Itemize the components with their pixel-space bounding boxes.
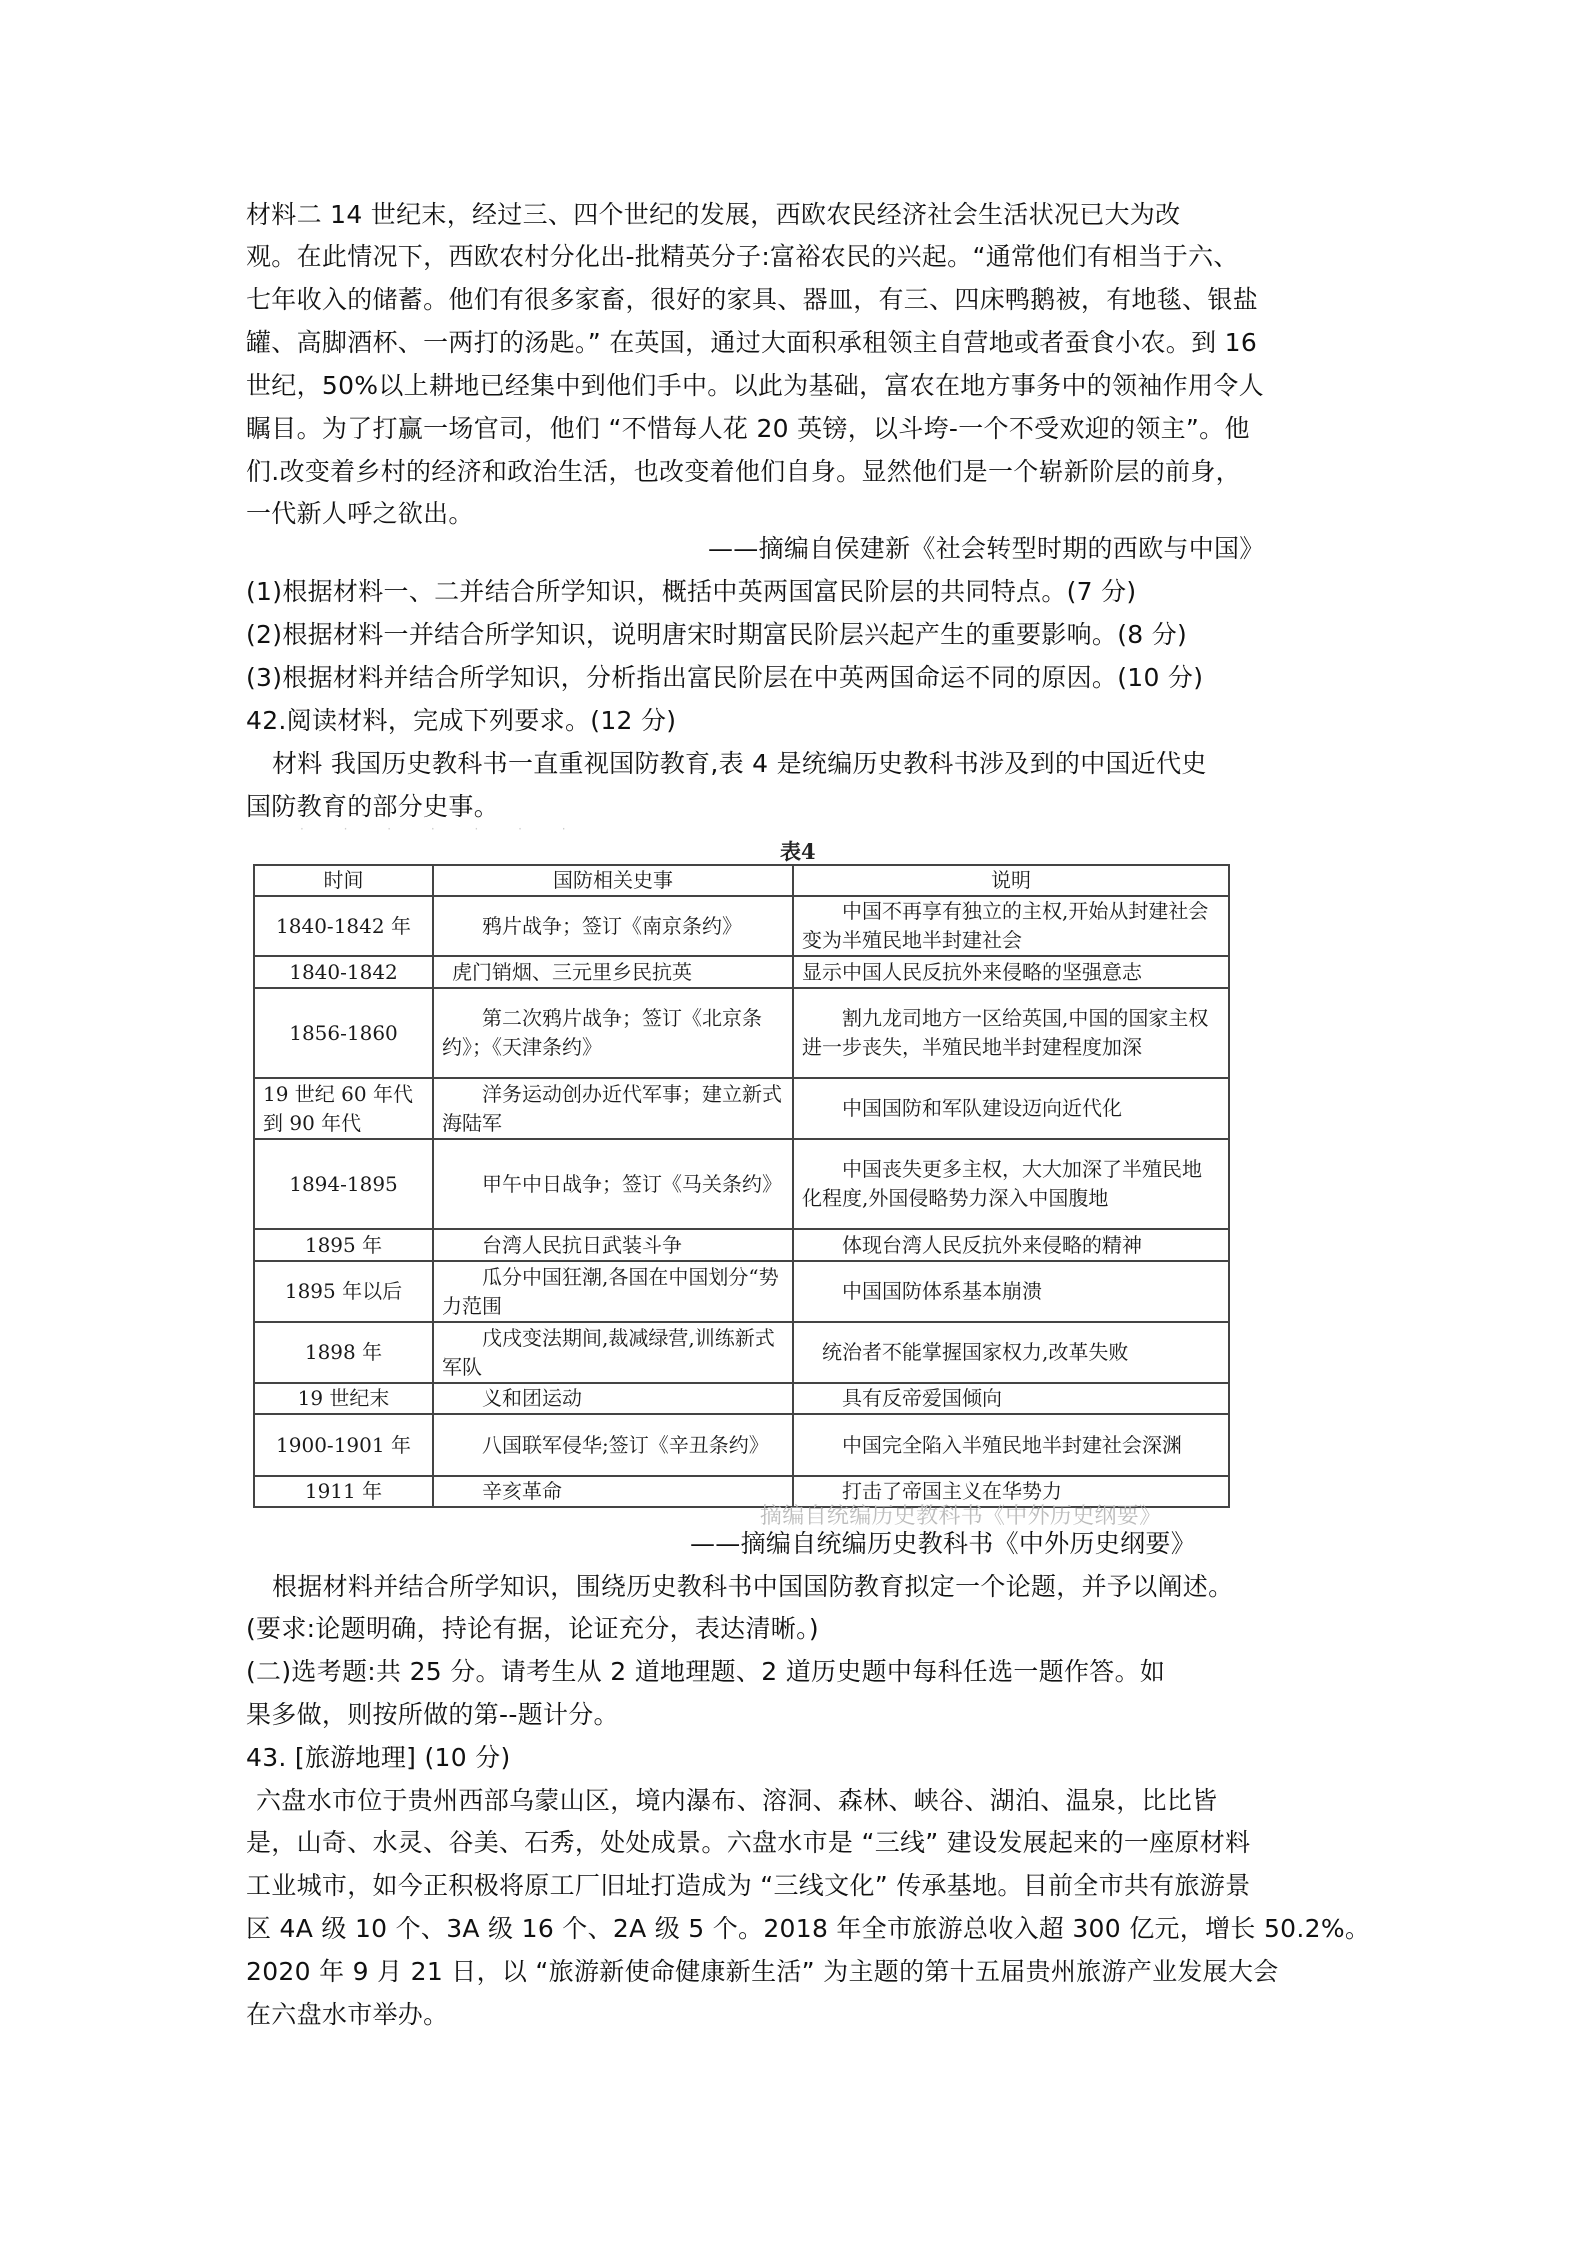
question-43-line: 是，山奇、水灵、谷美、石秀，处处成景。六盘水市是 “三线” 建设发展起来的一座原材料: [246, 1828, 1251, 1857]
section-instructions: (二)选考题:共 25 分。请考生从 2 道地理题、2 道历史题中每科任选一题作答。如: [246, 1657, 1166, 1686]
question-42-material: 国防教育的部分史事。: [246, 792, 500, 821]
material-2-line: 材料二 14 世纪末，经过三、四个世纪的发展，西欧农民经济社会生活状况已大为改: [246, 200, 1181, 229]
table-row: [254, 896, 1229, 956]
question-43-line: 工业城市，如今正积极将原工厂旧址打造成为 “三线文化” 传承基地。目前全市共有旅游景: [246, 1871, 1251, 1900]
subquestion-1: (1)根据材料一、二并结合所学知识，概括中英两国富民阶层的共同特点。(7 分): [246, 577, 1137, 606]
cell-time: 1895 年: [254, 1229, 433, 1261]
cell-time: 1911 年: [254, 1476, 433, 1507]
subquestion-2: (2)根据材料一并结合所学知识，说明唐宋时期富民阶层兴起产生的重要影响。(8 分): [246, 620, 1188, 649]
cell-event: 甲午中日战争；签订《马关条约》: [433, 1139, 793, 1229]
cell-event: 鸦片战争；签订《南京条约》: [433, 896, 793, 956]
cell-time: 1840-1842: [254, 956, 433, 988]
cell-note: 显示中国人民反抗外来侵略的坚强意志: [793, 956, 1229, 988]
cell-note: 中国完全陷入半殖民地半封建社会深渊: [793, 1414, 1229, 1476]
table-caption: 表4: [780, 839, 816, 864]
table-row: [254, 1261, 1229, 1322]
header-events: 国防相关史事: [433, 865, 793, 896]
cell-note: 中国丧失更多主权，大大加深了半殖民地化程度,外国侵略势力深入中国腹地: [793, 1139, 1229, 1229]
cell-time: 1840-1842 年: [254, 896, 433, 956]
cell-event: 台湾人民抗日武装斗争: [433, 1229, 793, 1261]
cell-note: 中国不再享有独立的主权,开始从封建社会变为半殖民地半封建社会: [793, 896, 1229, 956]
table-row: [254, 1078, 1229, 1139]
table-row: [254, 956, 1229, 988]
header-notes: 说明: [793, 865, 1229, 896]
cell-note: 统治者不能掌握国家权力,改革失败: [793, 1322, 1229, 1383]
cell-time: 1900-1901 年: [254, 1414, 433, 1476]
table-row: [254, 1383, 1229, 1414]
cell-note: 打击了帝国主义在华势力: [793, 1476, 1229, 1507]
cell-time: 1895 年以后: [254, 1261, 433, 1322]
scan-noise: · · · · · · ·: [300, 822, 584, 836]
cell-event: 瓜分中国狂潮,各国在中国划分“势力范围: [433, 1261, 793, 1322]
material-2-line: 观。在此情况下，西欧农村分化出-批精英分子:富裕农民的兴起。“通常他们有相当于六、: [246, 242, 1239, 271]
cell-event: 义和团运动: [433, 1383, 793, 1414]
cell-time: 19 世纪 60 年代到 90 年代: [254, 1078, 433, 1139]
question-43-line: 区 4A 级 10 个、3A 级 16 个、2A 级 5 个。2018 年全市旅游总收入超 300 亿元，增长 50.2%。: [246, 1914, 1371, 1943]
table-faded-source: 摘编自统编历史教科书《中外历史纲要》: [760, 1504, 1162, 1529]
question-42-requirements: (要求:论题明确，持论有据，论证充分，表达清晰。): [246, 1614, 819, 1643]
question-42-title: 42.阅读材料，完成下列要求。(12 分): [246, 706, 677, 735]
table-row: [254, 988, 1229, 1078]
history-table: [253, 864, 1230, 1508]
question-43-line: 六盘水市位于贵州西部乌蒙山区，境内瀑布、溶洞、森林、峡谷、湖泊、温泉，比比皆: [256, 1786, 1218, 1815]
cell-time: 1898 年: [254, 1322, 433, 1383]
cell-note: 中国国防体系基本崩溃: [793, 1261, 1229, 1322]
header-time: 时间: [254, 865, 433, 896]
table-row: [254, 1229, 1229, 1261]
cell-note: 割九龙司地方一区给英国,中国的国家主权进一步丧失，半殖民地半封建程度加深: [793, 988, 1229, 1078]
cell-time: 19 世纪末: [254, 1383, 433, 1414]
cell-event: 辛亥革命: [433, 1476, 793, 1507]
cell-note: 具有反帝爱国倾向: [793, 1383, 1229, 1414]
table-header-row: [254, 865, 1229, 896]
cell-time: 1856-1860: [254, 988, 433, 1078]
material-2-line: 世纪，50%以上耕地已经集中到他们手中。以此为基础，富农在地方事务中的领袖作用令人: [246, 371, 1264, 400]
material-2-line: 七年收入的储蓄。他们有很多家畜，很好的家具、器皿，有三、四床鸭鹅被，有地毯、银盐: [246, 285, 1259, 314]
question-42-task: 根据材料并结合所学知识，围绕历史教科书中国国防教育拟定一个论题，并予以阐述。: [272, 1572, 1234, 1601]
question-43-title: 43. [旅游地理] (10 分): [246, 1743, 511, 1772]
subquestion-3: (3)根据材料并结合所学知识，分析指出富民阶层在中英两国命运不同的原因。(10 分): [246, 663, 1204, 692]
question-43-line: 在六盘水市举办。: [246, 2000, 449, 2029]
cell-event: 戊戌变法期间,裁减绿营,训练新式军队: [433, 1322, 793, 1383]
cell-note: 中国国防和军队建设迈向近代化: [793, 1078, 1229, 1139]
cell-event: 第二次鸦片战争；签订《北京条约》；《天津条约》: [433, 988, 793, 1078]
question-43-line: 2020 年 9 月 21 日，以 “旅游新使命健康新生活” 为主题的第十五届贵州旅游产业发展大会: [246, 1957, 1279, 1986]
cell-event: 虎门销烟、三元里乡民抗英: [433, 956, 793, 988]
table-row: [254, 1139, 1229, 1229]
question-42-material: 材料 我国历史教科书一直重视国防教育,表 4 是统编历史教科书涉及到的中国近代史: [272, 749, 1207, 778]
section-instructions: 果多做，则按所做的第--题计分。: [246, 1700, 619, 1729]
table-row: [254, 1322, 1229, 1383]
material-2-line: 一代新人呼之欲出。: [246, 499, 474, 528]
material-2-line: 们.改变着乡村的经济和政治生活，也改变着他们自身。显然他们是一个崭新阶层的前身，: [246, 457, 1241, 486]
table-row: [254, 1414, 1229, 1476]
cell-note: 体现台湾人民反抗外来侵略的精神: [793, 1229, 1229, 1261]
material-2-line: 瞩目。为了打赢一场官司，他们 “不惜每人花 20 英镑，以斗垮-一个不受欢迎的领主”。他: [246, 414, 1250, 443]
material-2-line: 罐、高脚酒杯、一两打的汤匙。” 在英国，通过大面积承租领主自营地或者蚕食小农。到 16: [246, 328, 1258, 357]
cell-event: 洋务运动创办近代军事；建立新式海陆军: [433, 1078, 793, 1139]
cell-event: 八国联军侵华;签订《辛丑条约》: [433, 1414, 793, 1476]
cell-time: 1894-1895: [254, 1139, 433, 1229]
table-source: ——摘编自统编历史教科书《中外历史纲要》: [690, 1529, 1197, 1558]
material-2-source: ——摘编自侯建新《社会转型时期的西欧与中国》: [708, 534, 1265, 563]
